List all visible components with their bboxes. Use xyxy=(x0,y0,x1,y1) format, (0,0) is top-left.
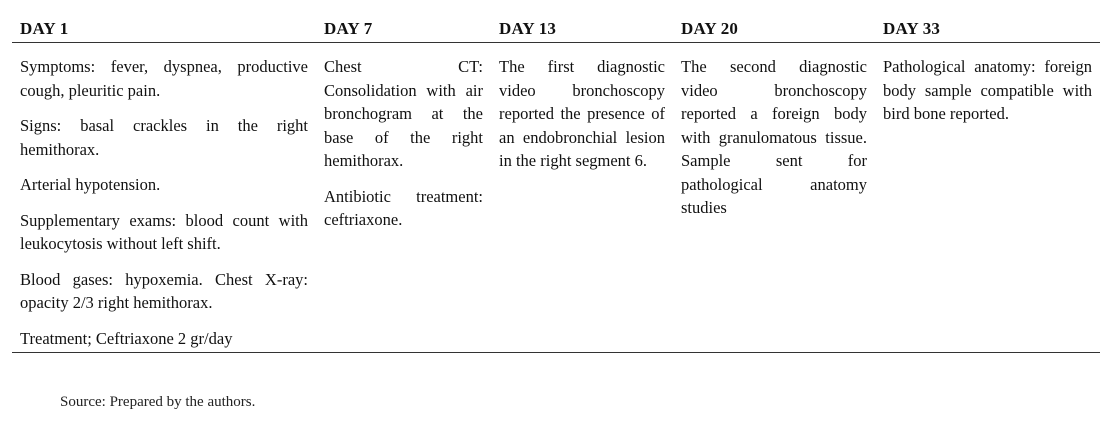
header-day-20: DAY 20 xyxy=(673,14,875,43)
clinical-timeline-table xyxy=(12,14,1100,353)
day-20-paragraph: The second diagnostic video bronchoscopy reported a foreign body with granulomatous tissue. Sample sent for pathological anatomy studies xyxy=(681,57,867,217)
day-7-paragraph: Antibiotic treatment: ceftriaxone. xyxy=(324,186,483,229)
source-note: Source: Prepared by the authors. xyxy=(60,394,256,410)
header-day-13: DAY 13 xyxy=(491,14,673,43)
header-row xyxy=(12,14,1100,43)
header-day-7: DAY 7 xyxy=(316,14,491,43)
day-1-paragraph: Treatment; Ceftriaxone 2 gr/day xyxy=(20,328,233,348)
timeline-table-container xyxy=(12,14,1100,353)
day-7-paragraph: Chest CT: Consolidation with air bronchogram at the base of the right hemithorax. xyxy=(324,57,483,170)
day-33-paragraph: Pathological anatomy: foreign body sample compatible with bird bone reported. xyxy=(883,57,1092,123)
day-1-paragraph: Arterial hypotension. xyxy=(20,175,161,194)
header-day-33: DAY 33 xyxy=(875,14,1100,43)
table-row xyxy=(12,43,1100,353)
cell-day-7 xyxy=(316,43,491,353)
cell-day-33 xyxy=(875,43,1100,353)
day-1-paragraph: Signs: basal crackles in the right hemithorax. xyxy=(20,116,308,159)
day-1-paragraph: Blood gases: hypoxemia. Chest X-ray: opacity 2/3 right hemithorax. xyxy=(20,269,308,312)
cell-day-13 xyxy=(491,43,673,353)
day-1-paragraph: Symptoms: fever, dyspnea, productive cough, pleuritic pain. xyxy=(20,57,308,100)
header-day-1: DAY 1 xyxy=(12,14,316,43)
cell-day-20 xyxy=(673,43,875,353)
cell-day-1 xyxy=(12,43,316,353)
day-13-paragraph: The first diagnostic video bronchoscopy reported the presence of an endobronchial lesion in the right segment 6. xyxy=(499,57,665,170)
day-1-paragraph: Supplementary exams: blood count with leukocytosis without left shift. xyxy=(20,210,308,253)
